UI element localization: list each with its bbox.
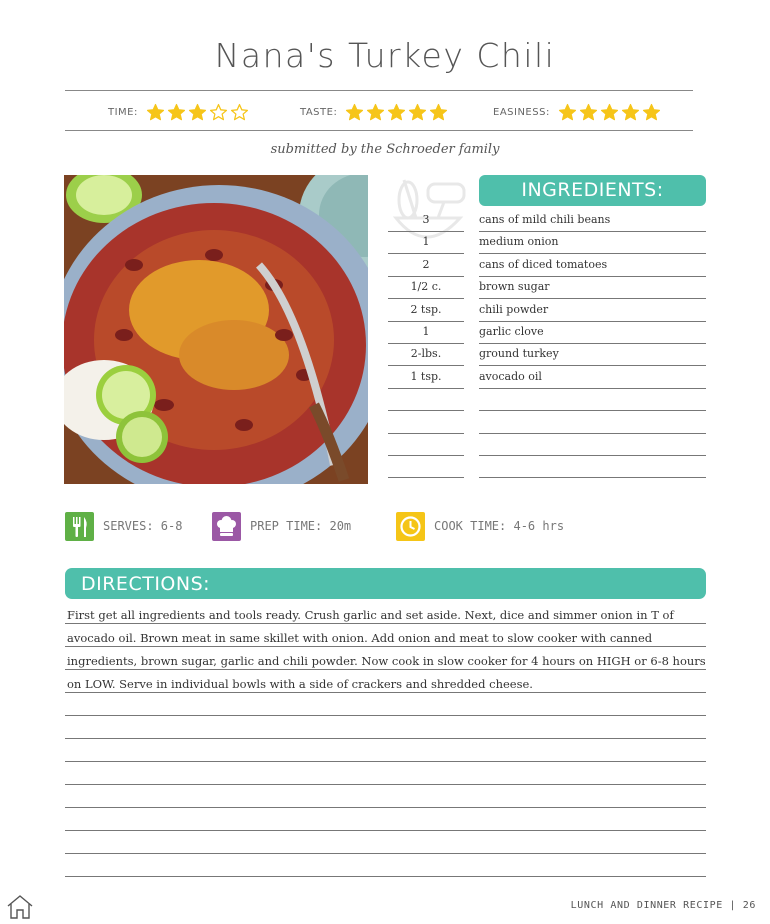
star-filled-icon <box>600 103 619 122</box>
serves-info <box>65 511 182 541</box>
star-filled-icon <box>366 103 385 122</box>
rule-line <box>65 853 706 854</box>
star-filled-icon <box>146 103 165 122</box>
ingredient-item: brown sugar <box>479 276 706 299</box>
ingredient-item: chili powder <box>479 299 706 322</box>
star-filled-icon <box>621 103 640 122</box>
ingredient-qty <box>388 433 464 456</box>
ingredient-row <box>388 433 706 455</box>
rating-taste-label: TASTE: <box>300 106 338 118</box>
clock-icon <box>396 512 425 541</box>
ingredient-item <box>479 433 706 456</box>
ingredient-item <box>479 411 706 434</box>
star-empty-icon <box>209 103 228 122</box>
ingredient-row <box>388 455 706 477</box>
ingredient-row <box>388 209 706 231</box>
star-filled-icon <box>345 103 364 122</box>
rule-line <box>65 807 706 808</box>
utensils-icon <box>65 512 94 541</box>
ingredient-qty <box>388 411 464 434</box>
star-filled-icon <box>167 103 186 122</box>
prep-time-text: PREP TIME: 20m <box>250 519 352 533</box>
ingredient-row <box>388 388 706 410</box>
star-filled-icon <box>429 103 448 122</box>
ingredient-qty: 1 <box>388 321 464 344</box>
ingredient-qty: 2 tsp. <box>388 299 464 322</box>
ingredient-row <box>388 366 706 388</box>
ingredient-item: ground turkey <box>479 343 706 366</box>
ingredient-qty <box>388 455 464 478</box>
prep-time-info <box>212 511 351 541</box>
divider-top <box>65 90 693 91</box>
rating-taste-stars <box>345 103 448 122</box>
directions-text: First get all ingredients and tools ready. Crush garlic and set aside. Next, dice and simmer onion in T of avocado oil. Brown meat in same skillet with onion. Add onion and meat to slow cooker with canned ingredients, brown sugar, garlic and chili powder. Now cook in slow cooker for 4 hours on HIGH or 6-8 hours on LOW. Serve in individual bowls with a side of crackers and shredded cheese. <box>67 608 706 691</box>
cook-time-text: COOK TIME: 4-6 hrs <box>434 519 565 533</box>
ingredient-item: avocado oil <box>479 366 706 389</box>
rule-line <box>65 715 706 716</box>
ingredient-qty: 2-lbs. <box>388 343 464 366</box>
home-icon[interactable] <box>6 894 34 920</box>
ingredient-item: cans of mild chili beans <box>479 209 706 232</box>
ingredient-item: cans of diced tomatoes <box>479 254 706 277</box>
star-empty-icon <box>230 103 249 122</box>
ingredient-qty: 3 <box>388 209 464 232</box>
star-filled-icon <box>642 103 661 122</box>
ingredient-row <box>388 299 706 321</box>
directions-header: DIRECTIONS: <box>65 568 706 599</box>
divider-ratings <box>65 130 693 131</box>
rating-easiness-label: EASINESS: <box>493 106 550 118</box>
serves-text: SERVES: 6-8 <box>103 519 183 533</box>
rule-line <box>65 784 706 785</box>
star-filled-icon <box>188 103 207 122</box>
ingredient-qty <box>388 388 464 411</box>
rating-time <box>108 100 249 124</box>
rule-line <box>65 830 706 831</box>
rule-line <box>65 738 706 739</box>
footer-page-label: LUNCH AND DINNER RECIPE | 26 <box>570 900 756 911</box>
ingredient-row <box>388 231 706 253</box>
chili-photo <box>64 175 368 484</box>
ingredient-item: garlic clove <box>479 321 706 344</box>
rating-time-stars <box>146 103 249 122</box>
rule-line <box>65 876 706 877</box>
ingredient-row <box>388 411 706 433</box>
rating-taste <box>300 100 448 124</box>
ingredient-row <box>388 343 706 365</box>
rule-line <box>65 761 706 762</box>
ingredient-qty: 1/2 c. <box>388 276 464 299</box>
star-filled-icon <box>558 103 577 122</box>
recipe-title: Nana's Turkey Chili <box>214 36 556 75</box>
rating-time-label: TIME: <box>108 106 138 118</box>
ingredient-item <box>479 455 706 478</box>
star-filled-icon <box>579 103 598 122</box>
star-filled-icon <box>408 103 427 122</box>
ingredient-qty: 1 <box>388 231 464 254</box>
ingredient-row <box>388 254 706 276</box>
rating-easiness-stars <box>558 103 661 122</box>
rating-easiness <box>493 100 661 124</box>
ingredient-item <box>479 388 706 411</box>
cook-time-info <box>396 511 564 541</box>
ingredient-qty: 1 tsp. <box>388 366 464 389</box>
ingredient-row <box>388 276 706 298</box>
ingredients-header: INGREDIENTS: <box>479 175 706 206</box>
chef-hat-icon <box>212 512 241 541</box>
ingredient-item: medium onion <box>479 231 706 254</box>
submitted-by: submitted by the Schroeder family <box>270 142 500 157</box>
star-filled-icon <box>387 103 406 122</box>
ingredient-row <box>388 321 706 343</box>
ingredient-qty: 2 <box>388 254 464 277</box>
